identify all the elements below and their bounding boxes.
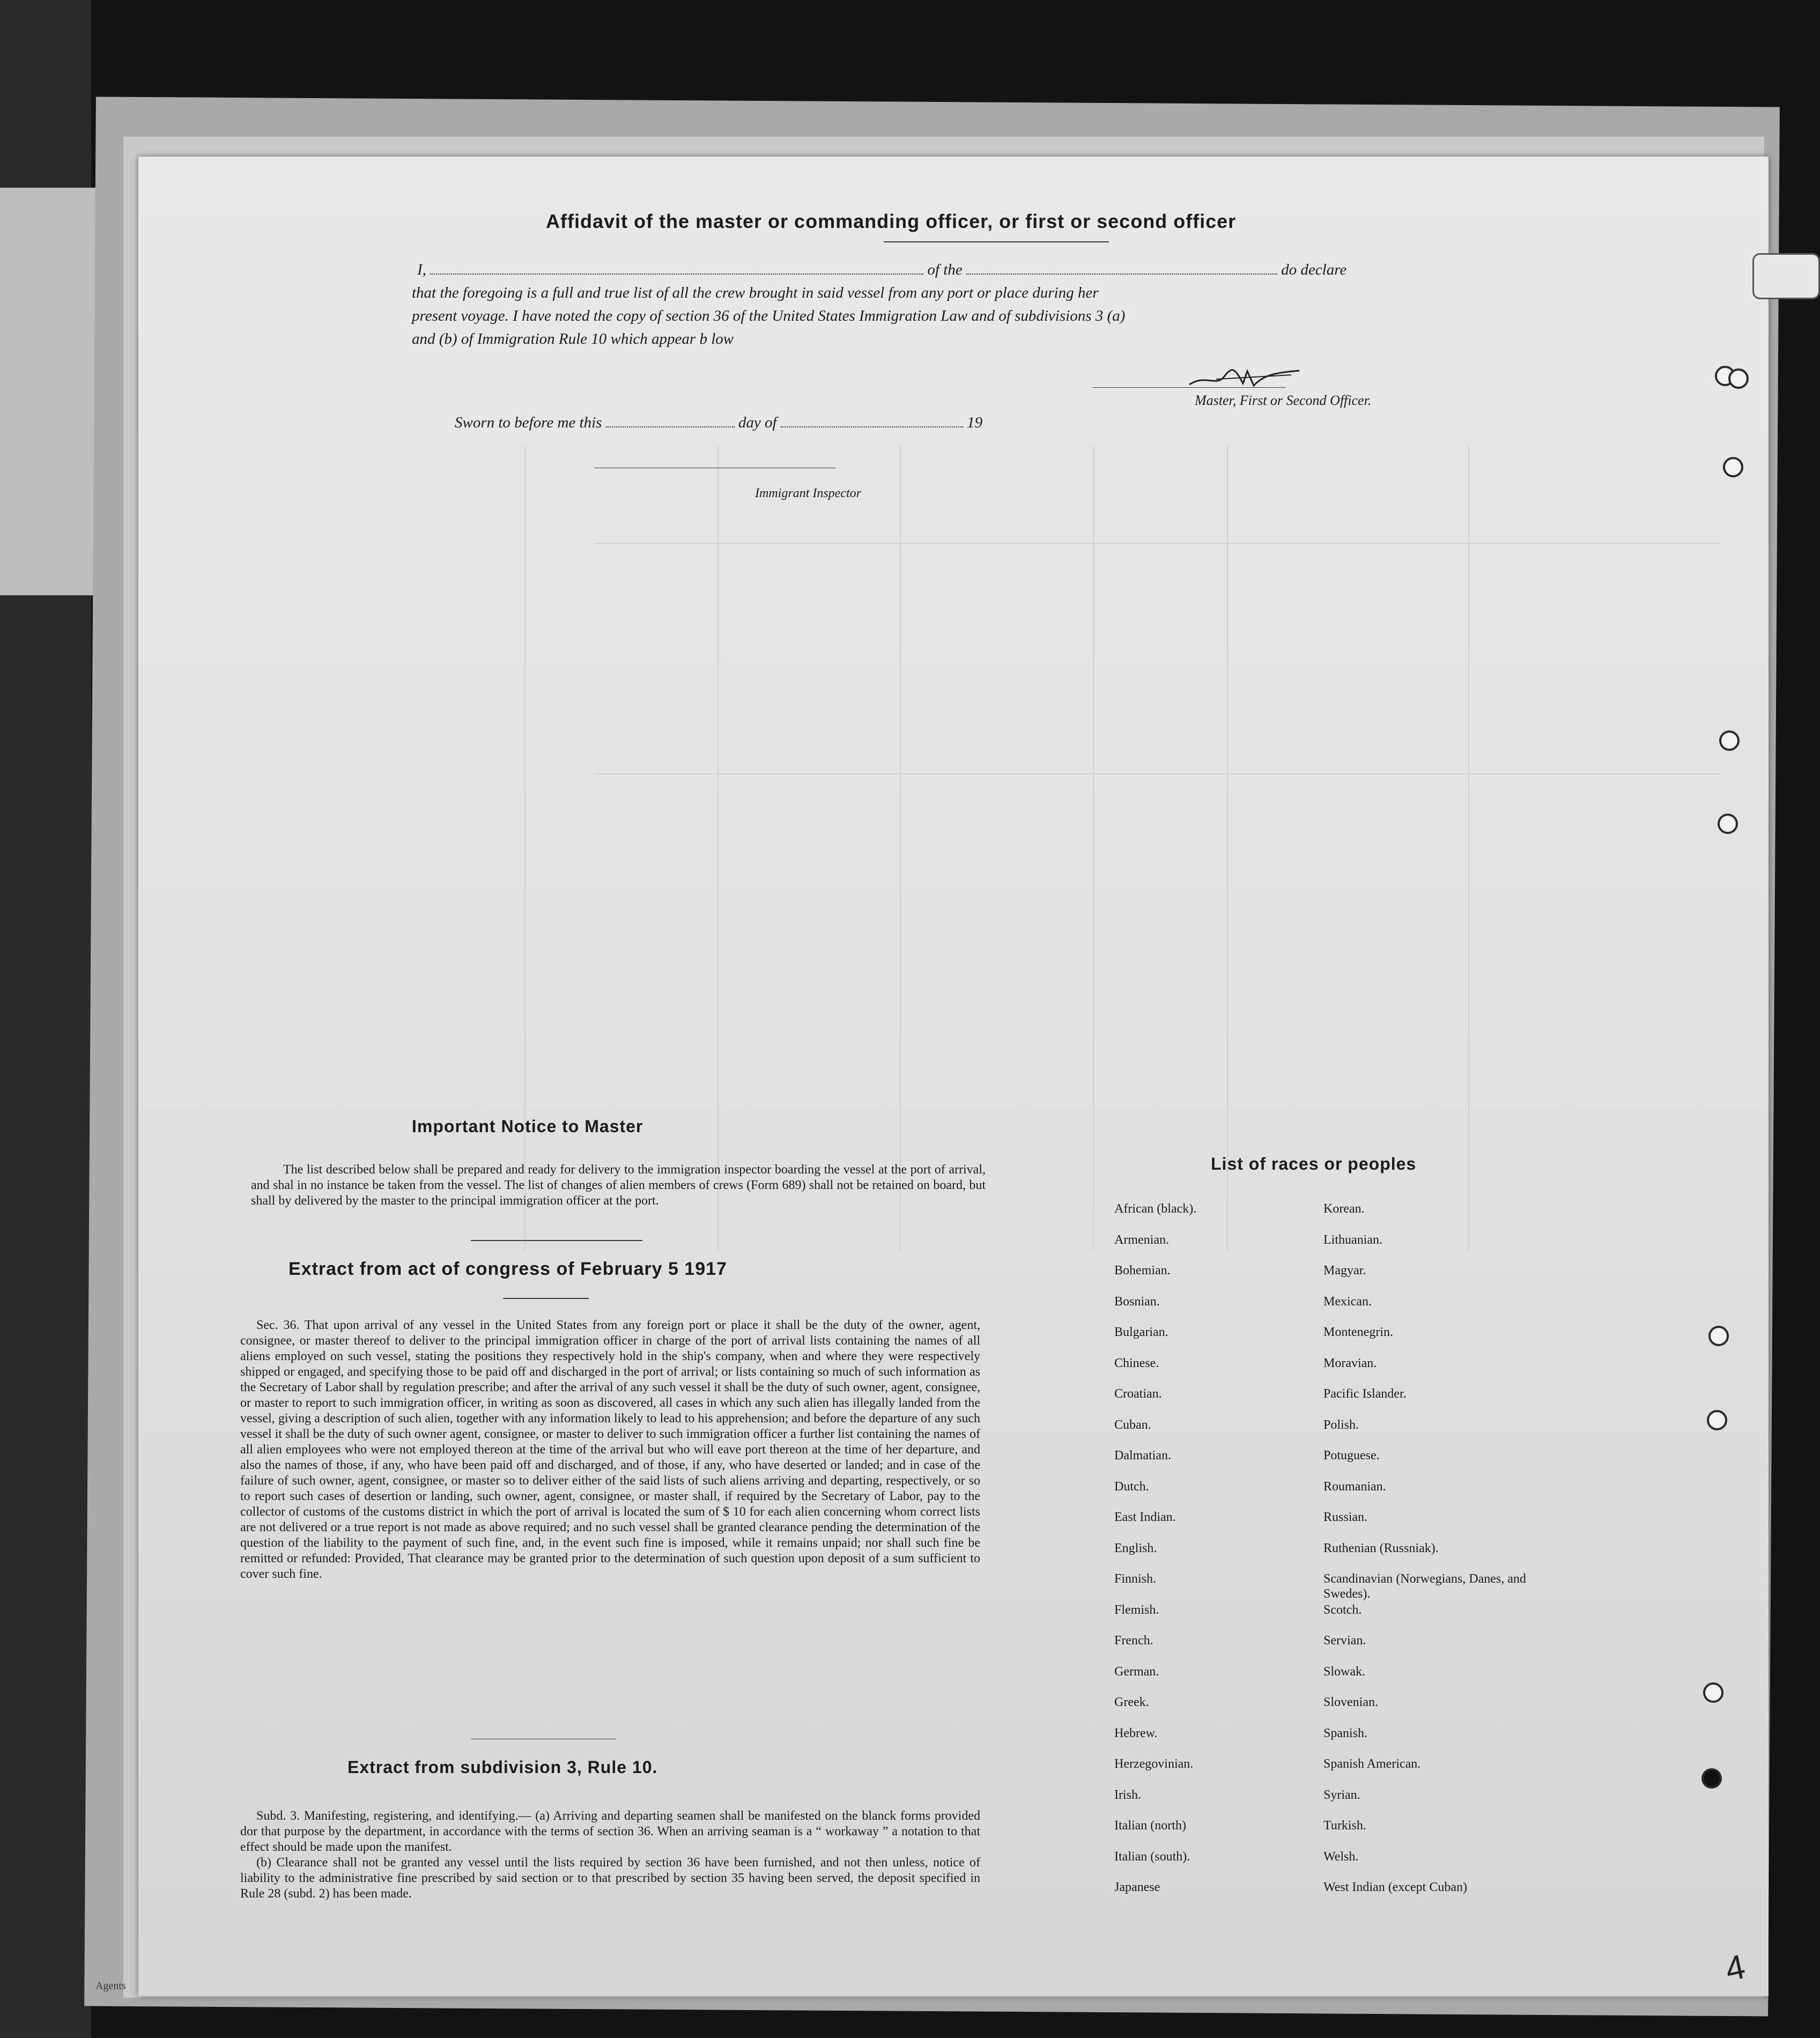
binder-hole (1707, 1410, 1727, 1430)
race-item: Herzegovinian. (1114, 1757, 1194, 1771)
race-item: Slovenian. (1323, 1695, 1378, 1709)
paper-clip-tab (1752, 253, 1820, 299)
notice-title: Important Notice to Master (412, 1117, 643, 1136)
race-item: Dalmatian. (1114, 1449, 1171, 1463)
race-item: Italian (north) (1114, 1819, 1186, 1833)
race-item: East Indian. (1114, 1510, 1176, 1524)
sworn-line (455, 414, 982, 432)
affidavit-line-3: present voyage. I have noted the copy of section 36 of the United States Immigration Law and of subdivisions 3 (a) (412, 307, 1126, 324)
race-item: Russian. (1323, 1510, 1368, 1524)
affidavit-title: Affidavit of the master or commanding officer, or first or second officer (546, 210, 1237, 232)
binder-hole (1728, 368, 1749, 389)
manifest-page (95, 157, 1769, 1996)
race-item: Finnish. (1114, 1572, 1157, 1586)
bleed-rule (717, 446, 719, 1251)
race-item: Hebrew. (1114, 1726, 1158, 1740)
race-item: Lithuanian. (1323, 1232, 1382, 1247)
binder-hole (1719, 730, 1740, 751)
margin-note-agents: Agents (95, 1980, 126, 1992)
race-item: Armenian. (1114, 1232, 1169, 1247)
races-list-left (1114, 1201, 1196, 1911)
race-item: Scotch. (1323, 1603, 1362, 1617)
day-of-label: day of (738, 414, 777, 431)
rule-paragraph-b: (b) Clearance shall not be granted any vessel until the lists required by section 36 have been furnished, and not then unless, notice of liability to the administrative fine prescribed by said section or to that prescribed by section 35 having been served, the deposit specified in Rule 28 (subd. 2) has been made. (240, 1856, 980, 1901)
master-signature (1184, 363, 1302, 395)
inspector-caption: Immigrant Inspector (755, 486, 861, 500)
race-item: Magyar. (1323, 1264, 1366, 1278)
race-item: Polish. (1323, 1417, 1359, 1432)
race-item: African (black). (1114, 1202, 1197, 1216)
binder-hole-filled (1701, 1768, 1722, 1789)
notice-divider (471, 1240, 642, 1241)
race-item: Cuban. (1114, 1417, 1151, 1432)
affidavit-i-label: I, (417, 261, 426, 278)
bleed-rule (1093, 446, 1094, 1251)
affidavit-line-4: and (b) of Immigration Rule 10 which appear b low (412, 330, 734, 348)
extract-rule-title: Extract from subdivision 3, Rule 10. (347, 1758, 658, 1777)
bleed-rule (594, 543, 1720, 544)
bleed-rule (900, 446, 901, 1251)
affidavit-line-1 (417, 261, 1346, 279)
signature-rule (1093, 387, 1286, 388)
race-item: Syrian. (1323, 1788, 1360, 1802)
race-item: Roumanian. (1323, 1479, 1386, 1494)
race-item: Korean. (1323, 1202, 1365, 1216)
race-item: Welsh. (1323, 1849, 1359, 1864)
act-title-underline (503, 1298, 589, 1299)
race-item: Greek. (1114, 1695, 1149, 1709)
race-item: Italian (south). (1114, 1849, 1190, 1864)
bleed-rule (1227, 446, 1228, 1251)
race-item: Mexican. (1323, 1294, 1372, 1309)
race-item: Scandinavian (Norwegians, Danes, and Swedes). (1323, 1572, 1526, 1601)
race-item: Flemish. (1114, 1603, 1159, 1617)
title-underline (884, 241, 1109, 242)
bleed-rule (594, 773, 1720, 774)
extract-act-title: Extract from act of congress of February 5 1917 (288, 1259, 727, 1279)
signature-caption: Master, First or Second Officer. (1195, 393, 1372, 408)
binder-hole (1723, 457, 1743, 477)
race-item: French. (1114, 1634, 1153, 1648)
vessel-name-blank[interactable] (966, 274, 1277, 275)
race-item: Bulgarian. (1114, 1325, 1168, 1339)
race-item: Irish. (1114, 1788, 1141, 1802)
sworn-label: Sworn to before me this (455, 414, 602, 431)
affidavit-declare-label: do declare (1281, 261, 1347, 278)
race-item: Turkish. (1323, 1819, 1366, 1833)
race-item: Chinese. (1114, 1356, 1159, 1370)
affidavit-line-2: that the foregoing is a full and true list of all the crew brought in said vessel from any port or place during her (412, 284, 1099, 301)
binder-hole (1703, 1682, 1723, 1703)
races-list-right (1323, 1201, 1549, 1911)
corner-page-mark: 4 (1721, 1947, 1749, 1989)
master-name-blank[interactable] (430, 274, 923, 275)
race-item: Potuguese. (1323, 1449, 1380, 1463)
race-item: Spanish. (1323, 1726, 1368, 1740)
race-item: Bosnian. (1114, 1294, 1160, 1309)
race-item: Dutch. (1114, 1479, 1149, 1494)
race-item: West Indian (except Cuban) (1323, 1880, 1467, 1894)
extract-rule-text (240, 1808, 980, 1902)
races-title: List of races or peoples (1211, 1154, 1417, 1173)
race-item: Servian. (1323, 1634, 1366, 1648)
rule-paragraph-a: Subd. 3. Manifesting, registering, and identifying.— (a) Arriving and departing seamen shall be manifested on the blanck forms provided dor that purpose by the department, in accordance with the terms of section 36. When an arriving seaman is a “ workaway ” a notation to that effect should be made upon the manifest. (240, 1809, 980, 1854)
binder-hole (1708, 1326, 1729, 1346)
bleed-rule (1468, 446, 1469, 1251)
extract-act-text: Sec. 36. That upon arrival of any vessel in the United States from any foreign port or place it shall be the duty of the owner, agent, consignee, or master thereof to deliver to the principal immigration officer in charge of the port of arrival lists containing the names of all aliens employed on such vessel, stating the positions they respectively hold in the ship's company, when and where they were respectively shipped or engaged, and specifying those to be paid off and discharged in the port of arrival; or lists containing so much of such information as the Secretary of Labor shall by regulation prescribe; and after the arrival of any such vessel it shall be the duty of such owner, agent, consignee, or master to report to such immigration officer, in writing as soon as discovered, all cases in which any such alien has illegally landed from the vessel, giving a description of such alien, together with any information likely to lead to his apprehension; and before the departure of any such vessel it shall be the duty of such owner agent, consignee, or master to deliver to such immigration officer a further list containing the names of all alien employees who were not employed thereon at the time of the arrival but who will eave port thereon at the time of her departure, and also the names of those, if any, who have been paid off and discharged, and of those, if any, who have deserted or landed; and in case of the failure of such owner, agent, consignee, or master so to deliver either of the said lists of such aliens arriving and departing, respectively, or so to report such cases of desertion or landing, such owner, agent, consignee, or master shall, if required by the Secretary of Labor, pay to the collector of customs of the customs district in which the port of arrival is located the sum of $ 10 for each alien concerning whom correct lists are not delivered or a true report is not made as above required; and no such vessel shall be granted clearance pending the determination of the question of the liability to the payment of such fine, and, in the event such fine is imposed, while it remains unpaid; nor shall such fine be remitted or refunded: Provided, That clearance may be granted prior to the determination of such question upon deposit of a sum sufficient to cover such fine. (240, 1318, 980, 1581)
race-item: Ruthenian (Russniak). (1323, 1541, 1439, 1555)
sworn-month-blank[interactable] (781, 426, 963, 427)
race-item: Montenegrin. (1323, 1325, 1393, 1339)
race-item: German. (1114, 1664, 1159, 1679)
race-item: Moravian. (1323, 1356, 1377, 1370)
sworn-day-blank[interactable] (606, 426, 735, 427)
race-item: Pacific Islander. (1323, 1387, 1407, 1401)
race-item: English. (1114, 1541, 1157, 1555)
binder-hole (1718, 814, 1738, 834)
race-item: Slowak. (1323, 1664, 1365, 1679)
race-item: Bohemian. (1114, 1264, 1171, 1278)
year-label: 19 (967, 414, 983, 431)
affidavit-of-the-label: of the (927, 261, 963, 278)
race-item: Spanish American. (1323, 1757, 1421, 1771)
notice-text: The list described below shall be prepared and ready for delivery to the immigration inspector boarding the vessel at the port of arrival, and shal in no instance be taken from the vessel. The list of changes of alien members of crews (Form 689) shall not be retained on board, but shall by delivered by the master to the principal immigration officer at the port. (251, 1163, 986, 1208)
race-item: Japanese (1114, 1880, 1160, 1894)
race-item: Croatian. (1114, 1387, 1162, 1401)
